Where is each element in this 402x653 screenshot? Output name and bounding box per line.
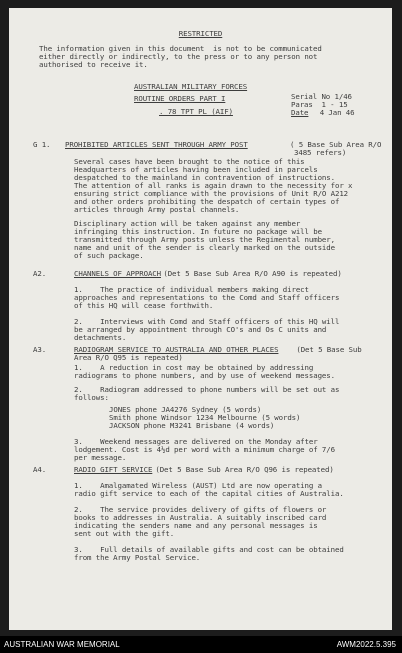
section-number: G 1. <box>33 140 51 149</box>
paragraph-line: of such package. <box>74 251 144 260</box>
paragraph-line: radio gift service to each of the capital cities of Australia. <box>74 489 344 498</box>
classification-heading: RESTRICTED <box>178 29 223 38</box>
paragraph-line: Disciplinary action will be taken against any member <box>74 219 301 228</box>
section-heading: PROHIBITED ARTICLES SENT THROUGH ARMY POST <box>65 140 248 149</box>
paragraph-line: lodgement. Cost is 4½d per word with a minimum charge of 7/6 <box>74 445 335 454</box>
paragraph-line: and other orders prohibiting the despatch of certain types of <box>74 197 340 206</box>
paragraph-line: 1. Amalgamated Wireless (AUST) Ltd are now operating a <box>74 481 322 490</box>
section-heading: CHANNELS OF APPROACH <box>74 269 161 278</box>
section-reference: (Det 5 Base Sub Area R/O Q96 is repeated) <box>151 465 334 474</box>
force-heading: AUSTRALIAN MILITARY FORCES <box>134 82 248 91</box>
section-number: A4. <box>33 465 47 474</box>
section-reference: 3485 refers) <box>294 148 347 157</box>
paragraph-line: be arranged by appointment through CO's and Os C units and <box>74 325 327 334</box>
section-number: A2. <box>33 269 47 278</box>
section-number: A3. <box>33 345 47 354</box>
footer-catalogue-number: AWM2022.5.395 <box>336 640 396 649</box>
paragraph-line: 2. Radiogram addressed to phone numbers will be set out as <box>74 385 340 394</box>
unit-name: . 78 TPT PL (AIF) <box>159 107 233 116</box>
date-value: 4 Jan 46 <box>311 108 355 117</box>
paragraph-line: 3. Full details of available gifts and cost can be obtained <box>74 545 344 554</box>
paragraph-line: from the Army Postal Service. <box>74 553 201 562</box>
section-heading: RADIO GIFT SERVICE <box>74 465 153 474</box>
section-reference: ( 5 Base Sub Area R/O <box>290 140 382 149</box>
paragraph-line: articles through Army postal channels. <box>74 205 240 214</box>
paragraph-line: The attention of all ranks is again drawn to the necessity for x <box>74 181 353 190</box>
paragraph-line: Headquarters of articles having been included in parcels <box>74 165 318 174</box>
section-reference: (Det 5 Base Sub Area R/O A90 is repeated) <box>159 269 342 278</box>
radiogram-example: JACKSON phone M3241 Brisbane (4 words) <box>109 421 275 430</box>
paragraph-line: despatched to the mainland in contravention of instructions. <box>74 173 335 182</box>
paragraph-line: 1. A reduction in cost may be obtained by addressing <box>74 363 314 372</box>
paragraph-line: name and unit of the sender is clearly marked on the outside <box>74 243 335 252</box>
paragraph-line: Several cases have been brought to the notice of this <box>74 157 305 166</box>
paragraph-line: 1. The practice of individual members making direct <box>74 285 309 294</box>
paragraph-line: books to addresses in Australia. A suitably inscribed card <box>74 513 327 522</box>
section-reference: Area R/O Q95 is repeated) <box>74 353 183 362</box>
paragraph-line: transmitted through Army posts unless the Regimental number, <box>74 235 335 244</box>
footer-source: AUSTRALIAN WAR MEMORIAL <box>4 640 120 649</box>
date-label: Date <box>291 108 309 117</box>
document-page <box>9 8 392 630</box>
paras-range: Paras 1 - 15 <box>291 100 348 109</box>
paragraph-line: approaches and representations to the Comd and Staff officers <box>74 293 340 302</box>
paragraph-line: per message. <box>74 453 127 462</box>
serial-number: Serial No 1/46 <box>291 92 352 101</box>
section-heading: RADIOGRAM SERVICE TO AUSTRALIA AND OTHER PLACES <box>74 345 279 354</box>
radiogram-example: Smith phone Windsor 1234 Melbourne (5 words) <box>109 413 301 422</box>
archive-footer <box>0 636 402 653</box>
paragraph-line: infringing this instruction. In future no package will be <box>74 227 322 236</box>
paragraph-line: radiograms to phone numbers, and by use of weekend messages. <box>74 371 335 380</box>
radiogram-example: JONES phone JA4276 Sydney (5 words) <box>109 405 262 414</box>
paragraph-line: of this HQ will cease forthwith. <box>74 301 214 310</box>
caveat-line: authorised to receive it. <box>39 60 148 69</box>
paragraph-line: sent out with the gift. <box>74 529 175 538</box>
paragraph-line: follows: <box>74 393 109 402</box>
paragraph-line: ensuring strict compliance with the provisions of Unit R/O A212 <box>74 189 349 198</box>
caveat-line: The information given in this document is not to be communicated <box>39 44 322 53</box>
section-reference: (Det 5 Base Sub <box>292 345 362 354</box>
paragraph-line: 2. Interviews with Comd and Staff officers of this HQ will <box>74 317 340 326</box>
paragraph-line: 3. Weekend messages are delivered on the Monday after <box>74 437 318 446</box>
paragraph-line: indicating the senders name and any personal messages is <box>74 521 318 530</box>
paragraph-line: 2. The service provides delivery of gifts of flowers or <box>74 505 327 514</box>
caveat-line: either directly or indirectly, to the press or to any person not <box>39 52 318 61</box>
orders-series: ROUTINE ORDERS PART I <box>134 94 226 103</box>
paragraph-line: detachments. <box>74 333 127 342</box>
